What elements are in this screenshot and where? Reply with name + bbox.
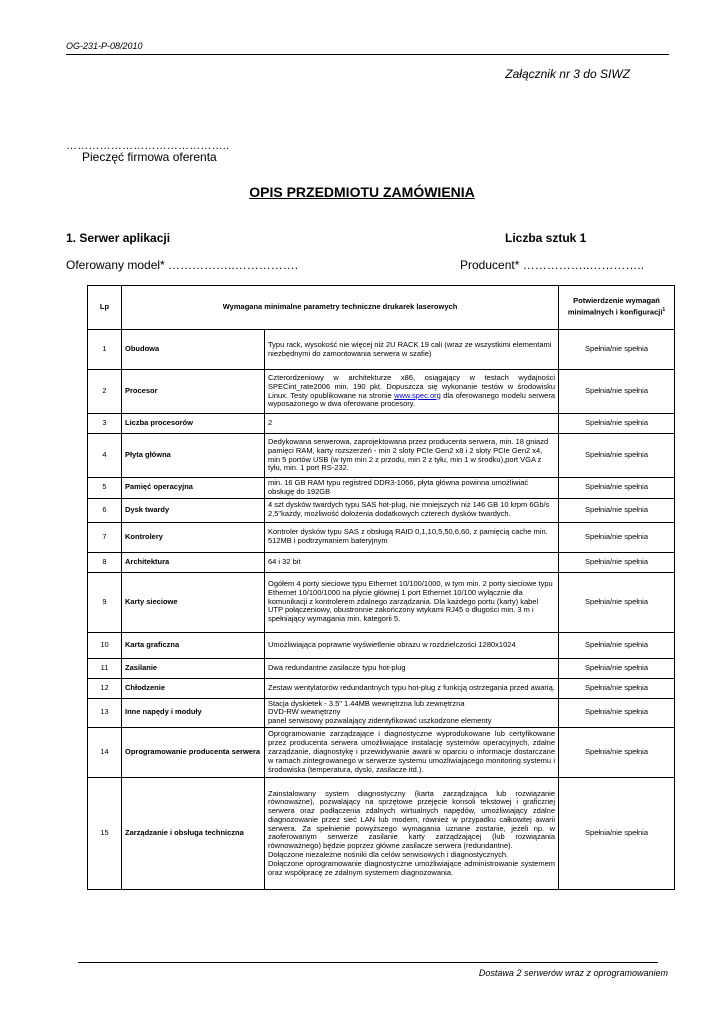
- row-number: 2: [88, 370, 122, 414]
- row-requirement: Ogółem 4 porty sieciowe typu Ethernet 10/100/1000, w tym min. 2 porty sieciowe typu Ethernet 10/100/1000 na płycie głównej 1 port Ethernet 10/100 wyłącznie dla komunikacji z kontrolerem zdalnego zarządzania. Dla każdego portu (karty) kabel UTP połączeniowy, obustronnie zakończony wtykami RJ45 o długości min. 3 m i spełniający wymagania min. kategorii 5.: [265, 572, 559, 632]
- row-parameter-name: Kontrolery: [122, 522, 265, 552]
- producer-field: Producent* ……………..…………..: [460, 258, 645, 272]
- row-requirement: 4 szt dysków twardych typu SAS hot-plug, nie mniejszych niż 146 GB 10 krpm 6Gb/s 2,5"każdy, możliwość dołożenia dodatkowych czterech dysków twardych.: [265, 498, 559, 522]
- table-row: [88, 658, 675, 678]
- row-number: 15: [88, 777, 122, 889]
- row-number: 3: [88, 414, 122, 434]
- stamp-dots: ……………………………………..: [66, 140, 230, 152]
- row-number: 5: [88, 478, 122, 499]
- page-title: OPIS PRZEDMIOTU ZAMÓWIENIA: [249, 184, 475, 200]
- row-requirement: Umożliwiająca poprawne wyświetlenie obrazu w rozdzielczości 1280x1024: [265, 632, 559, 658]
- row-confirmation: Spełnia/nie spełnia: [559, 522, 675, 552]
- table-row: [88, 330, 675, 370]
- table-row: [88, 552, 675, 572]
- row-parameter-name: Inne napędy i moduły: [122, 698, 265, 727]
- table-row: [88, 777, 675, 889]
- table-row: [88, 572, 675, 632]
- row-requirement: Oprogramowanie zarządzające i diagnostyczne wyprodukowane lub certyfikowane przez producenta serwera umożliwiające instalację systemów operacyjnych, zdalne zarządzanie, diagnostykę i przewidywanie awarii w oparciu o informacje dostarczane w ramach zintegrowanego w serwerze systemu umożliwiającego monitoring systemu i środowiska (temperatura, dyski, zasilacze itd.).: [265, 727, 559, 777]
- row-confirmation: Spełnia/nie spełnia: [559, 414, 675, 434]
- row-requirement: Dwa redundantne zasilacze typu hot-plug: [265, 658, 559, 678]
- row-number: 12: [88, 678, 122, 698]
- spec-link[interactable]: www.spec.org: [394, 390, 441, 400]
- row-confirmation: Spełnia/nie spełnia: [559, 698, 675, 727]
- header-confirm: [559, 286, 675, 330]
- table-row: [88, 678, 675, 698]
- requirement-text: Czterordzeniowy w architekturze x86, osiągający w testach wydajności SPECint_rate2006 min. 190 pkt. Dopuszcza się wykonanie testów w środowisku Linux. Testy opublikowane na stronie: [268, 372, 556, 400]
- row-number: 1: [88, 330, 122, 370]
- row-confirmation: Spełnia/nie spełnia: [559, 330, 675, 370]
- row-requirement: Zestaw wentylatorów redundantnych typu hot-plug z funkcją ostrzegania przed awarią.: [265, 678, 559, 698]
- row-requirement: Dedykowana serwerowa, zaprojektowana przez producenta serwera, min. 18 gniazd pamięci RAM, karty rozszerzeń - min 2 sloty PCIe Gen2 x8 i 2 sloty PCIe Gen2 x4, min 5 portów USB (w tym min 2 z przodu, min 2 z tyłu, min 1 w środku),port VGA z tyłu, min. 1 port RS-232.: [265, 434, 559, 478]
- row-confirmation: Spełnia/nie spełnia: [559, 727, 675, 777]
- row-number: 14: [88, 727, 122, 777]
- table-row: [88, 727, 675, 777]
- row-confirmation: Spełnia/nie spełnia: [559, 478, 675, 499]
- row-requirement: 64 i 32 bit: [265, 552, 559, 572]
- row-parameter-name: Zasilanie: [122, 658, 265, 678]
- row-requirement: Stacja dyskietek - 3.5" 1.44MB wewnętrzna lub zewnętrzna DVD-RW wewnętrzny panel serwisowy pozwalający zidentyfikować uszkodzone elementy: [265, 698, 559, 727]
- table-row: [88, 698, 675, 727]
- stamp-label: Pieczęć firmowa oferenta: [82, 150, 217, 164]
- row-parameter-name: Architektura: [122, 552, 265, 572]
- header-params: Wymagana minimalne parametry techniczne drukarek laserowych: [122, 286, 559, 330]
- header-lp: Lp: [88, 286, 122, 330]
- row-confirmation: Spełnia/nie spełnia: [559, 678, 675, 698]
- row-confirmation: Spełnia/nie spełnia: [559, 434, 675, 478]
- row-requirement: min. 16 GB RAM typu registred DDR3-1066, płyta główna powinna umożliwiać obsługę do 192GB: [265, 478, 559, 499]
- row-parameter-name: Płyta główna: [122, 434, 265, 478]
- row-confirmation: Spełnia/nie spełnia: [559, 572, 675, 632]
- annex-label: Załącznik nr 3 do SIWZ: [505, 67, 630, 81]
- row-confirmation: Spełnia/nie spełnia: [559, 498, 675, 522]
- footer-text: Dostawa 2 serwerów wraz z oprogramowaniem: [478, 968, 668, 978]
- quantity-label: Liczba sztuk 1: [505, 231, 587, 245]
- table-row: [88, 414, 675, 434]
- row-confirmation: Spełnia/nie spełnia: [559, 370, 675, 414]
- row-confirmation: Spełnia/nie spełnia: [559, 777, 675, 889]
- row-number: 6: [88, 498, 122, 522]
- header-confirm-text: Potwierdzenie wymagań minimalnych i konfiguracji: [567, 296, 663, 317]
- row-parameter-name: Procesor: [122, 370, 265, 414]
- table-header-row: [88, 286, 675, 330]
- row-number: 10: [88, 632, 122, 658]
- row-requirement: [265, 370, 559, 414]
- row-confirmation: Spełnia/nie spełnia: [559, 658, 675, 678]
- row-requirement: Zainstalowany system diagnostyczny (karta zarządzająca lub rozwiązanie równoważne), pozwalający na sprzętowe przejęcie konsoli tekstowej i graficznej serwera oraz podłączenia zdalnych wirtualnych napędów, umożliwiający zdalne diagnozowanie przez sieć LAN lub modem, również w przypadku całkowitej awarii serwera. Za spełnienie powyższego wymagania uznane zostanie, jeżeli np. w zaoferowanym serwerze zasilanie karty zarządzającej (lub rozwiązania równoważnego) będzie poprzez główne zasilacze serwera (redundantne). Dołączone niezależne nośniki dla celów serwisowych i diagnostycznych. Dołączone oprogramowanie diagnostyczne umożliwiające administrowanie systemem oraz współpracę ze zdalnym systemem diagnozowania.: [265, 777, 559, 889]
- row-number: 7: [88, 522, 122, 552]
- row-number: 4: [88, 434, 122, 478]
- model-field: Oferowany model* ……………..…………….: [66, 258, 299, 272]
- row-parameter-name: Karty sieciowe: [122, 572, 265, 632]
- row-confirmation: Spełnia/nie spełnia: [559, 632, 675, 658]
- header-divider: [66, 54, 669, 55]
- row-number: 9: [88, 572, 122, 632]
- table-row: [88, 522, 675, 552]
- table-row: [88, 478, 675, 499]
- requirement-text-continued: dla oferowanego modelu serwera wyposażonego w dwa oferowane procesory.: [268, 390, 556, 409]
- row-parameter-name: Pamięć operacyjna: [122, 478, 265, 499]
- row-number: 8: [88, 552, 122, 572]
- header-confirm-footnote: 1: [662, 307, 666, 314]
- table-row: [88, 370, 675, 414]
- row-confirmation: Spełnia/nie spełnia: [559, 552, 675, 572]
- row-requirement: Kontroler dysków typu SAS z obsługą RAID 0,1,10,5,50,6,60, z pamięcią cache min. 512MB i podtrzymaniem bateryjnym: [265, 522, 559, 552]
- row-parameter-name: Dysk twardy: [122, 498, 265, 522]
- row-requirement: 2: [265, 414, 559, 434]
- row-parameter-name: Karta graficzna: [122, 632, 265, 658]
- row-parameter-name: Liczba procesorów: [122, 414, 265, 434]
- section-title: 1. Serwer aplikacji: [66, 231, 171, 245]
- row-parameter-name: Obudowa: [122, 330, 265, 370]
- footer-divider: [78, 962, 658, 963]
- table-row: [88, 632, 675, 658]
- document-code: OG-231-P-08/2010: [66, 41, 143, 51]
- row-parameter-name: Zarządzanie i obsługa techniczna: [122, 777, 265, 889]
- row-parameter-name: Oprogramowanie producenta serwera: [122, 727, 265, 777]
- row-number: 11: [88, 658, 122, 678]
- table-row: [88, 434, 675, 478]
- table-row: [88, 498, 675, 522]
- row-requirement: Typu rack, wysokość nie więcej niż 2U RACK 19 cali (wraz ze wszystkimi elementami niezbędnymi do zamontowania serwera w szafie): [265, 330, 559, 370]
- row-number: 13: [88, 698, 122, 727]
- table-body: [88, 330, 675, 890]
- row-parameter-name: Chłodzenie: [122, 678, 265, 698]
- spec-table: [87, 285, 675, 890]
